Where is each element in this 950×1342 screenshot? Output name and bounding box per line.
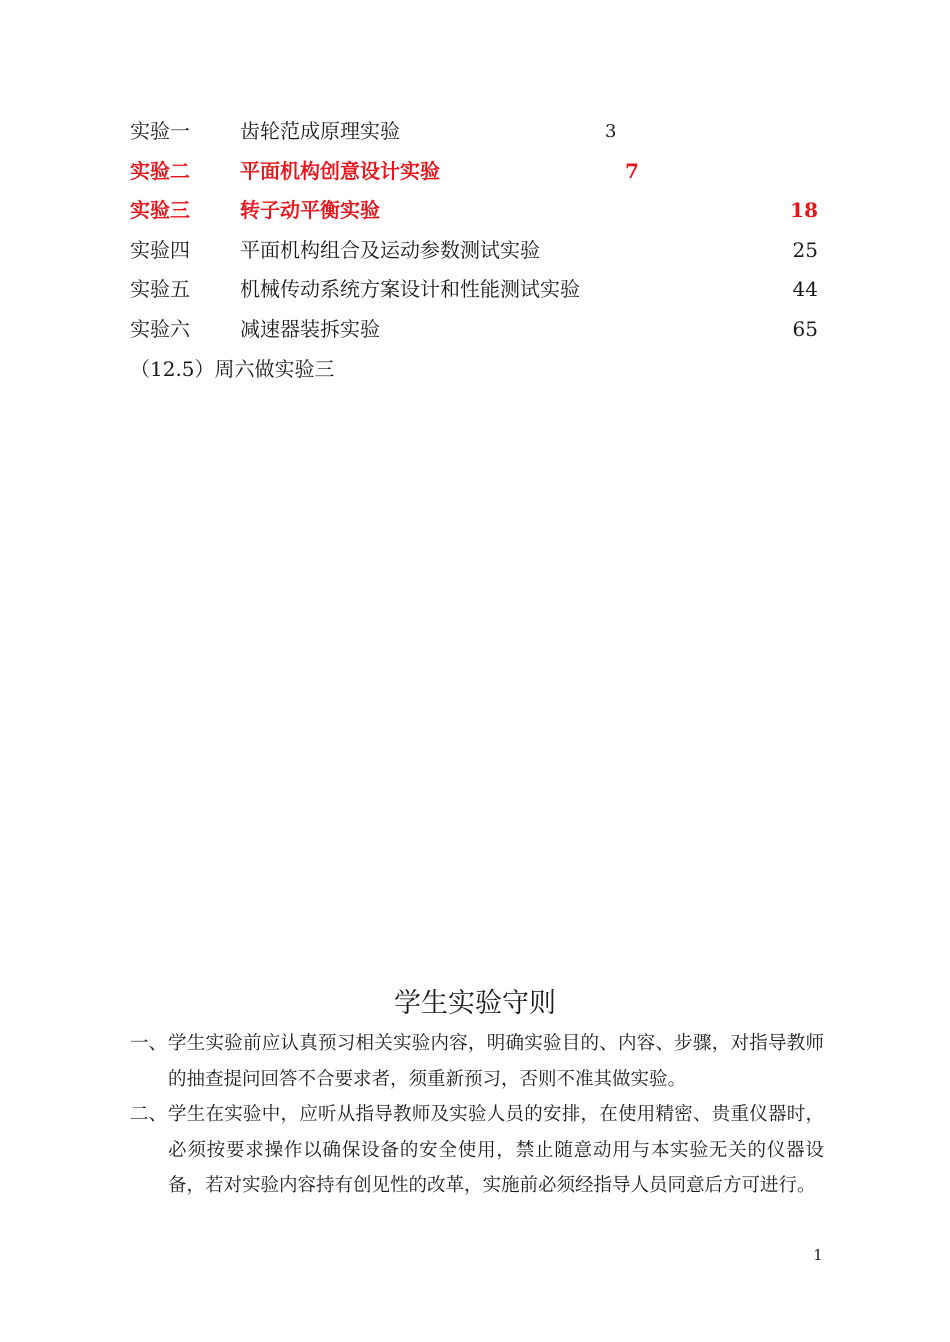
toc-row-number: 实验一 <box>130 119 190 143</box>
rule-item <box>130 1097 824 1204</box>
toc-row-number: 实验二 <box>130 158 190 183</box>
toc-row-5 <box>130 270 820 310</box>
toc-row-1 <box>130 112 820 152</box>
toc-row-6 <box>130 310 820 350</box>
toc-row-title: 转子动平衡实验 <box>240 198 380 223</box>
toc-row-page: 7 <box>625 158 639 183</box>
page-number: 1 <box>813 1246 823 1264</box>
rules-list <box>130 1026 824 1204</box>
rule-lead: 二、 <box>130 1104 168 1125</box>
toc-row-title: 齿轮范成原理实验 <box>240 119 400 143</box>
table-of-contents <box>130 112 820 350</box>
toc-row-title: 平面机构组合及运动参数测试实验 <box>240 237 540 262</box>
toc-row-number: 实验四 <box>130 237 190 262</box>
toc-row-2 <box>130 152 820 192</box>
toc-note: （12.5）周六做实验三 <box>130 357 335 381</box>
toc-row-title: 平面机构创意设计实验 <box>240 158 440 183</box>
toc-row-title: 减速器装拆实验 <box>240 316 380 341</box>
rule-lead: 一、 <box>130 1033 168 1054</box>
rules-title: 学生实验守则 <box>394 988 556 1019</box>
rule-text: 学生在实验中，应听从指导教师及实验人员的安排，在使用精密、贵重仪器时，必须按要求操作以确保设备的安全使用，禁止随意动用与本实验无关的仪器设备，若对实验内容持有创见性的改革，实施前必须经指导人员同意后方可进行。 <box>168 1104 824 1196</box>
toc-row-number: 实验六 <box>130 316 190 341</box>
toc-row-page: 44 <box>792 277 818 302</box>
toc-row-title: 机械传动系统方案设计和性能测试实验 <box>240 277 580 302</box>
toc-row-page: 18 <box>790 198 818 223</box>
toc-row-number: 实验三 <box>130 198 190 223</box>
rule-item <box>130 1026 824 1097</box>
toc-row-number: 实验五 <box>130 277 190 302</box>
toc-row-3 <box>130 191 820 231</box>
rule-text: 学生实验前应认真预习相关实验内容，明确实验目的、内容、步骤，对指导教师的抽查提问回答不合要求者，须重新预习，否则不准其做实验。 <box>168 1033 824 1090</box>
toc-row-page: 3 <box>605 121 617 142</box>
toc-row-page: 25 <box>792 237 818 262</box>
toc-row-page: 65 <box>792 316 818 341</box>
toc-row-4 <box>130 231 820 271</box>
